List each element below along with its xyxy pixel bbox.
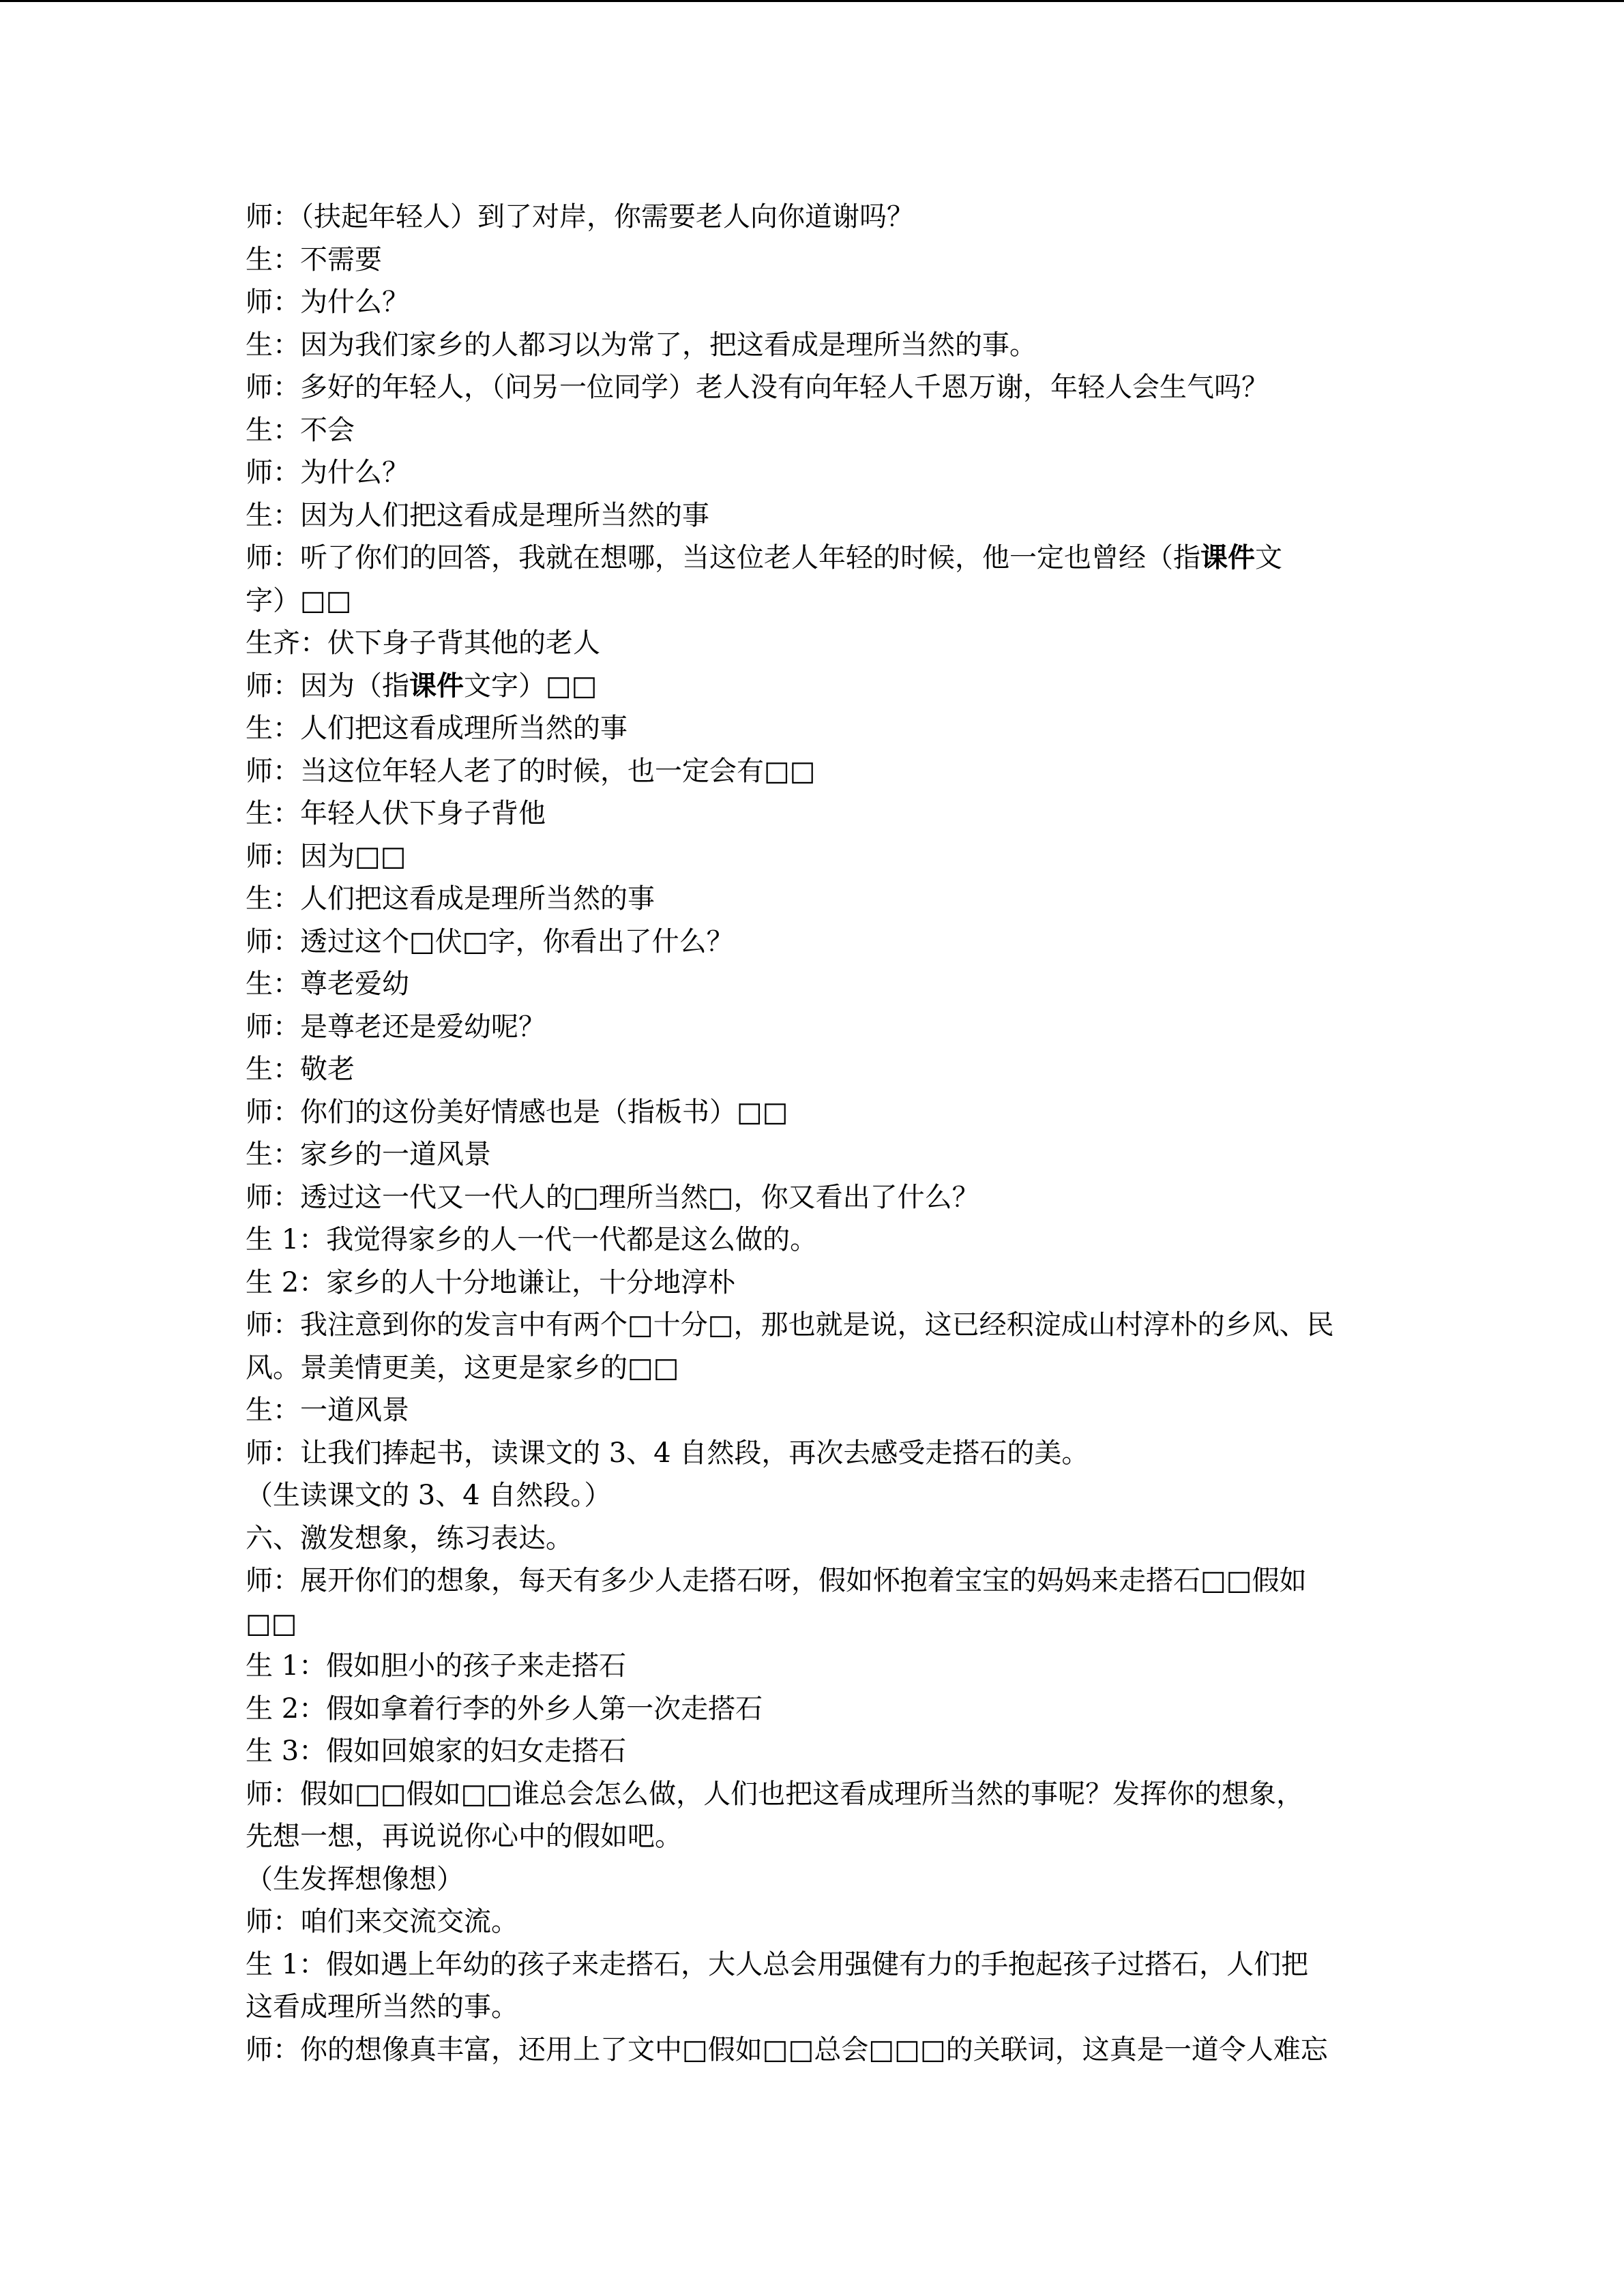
text-line: □□ <box>246 1607 297 1639</box>
text-line: 生 1：我觉得家乡的人一代一代都是这么做的。 <box>246 1224 818 1255</box>
text-line: 师：假如□□假如□□谁总会怎么做，人们也把这看成理所当然的事呢？发挥你的想象， <box>246 1778 1304 1810</box>
text-line: 师：是尊老还是爱幼呢？ <box>246 1011 546 1043</box>
text-line: 师：（扶起年轻人）到了对岸，你需要老人向你道谢吗？ <box>246 201 914 233</box>
text-line: 先想一想，再说说你心中的假如吧。 <box>246 1821 682 1852</box>
text-line: 生：因为人们把这看成是理所当然的事 <box>246 499 709 531</box>
text-line: （生读课文的 3、4 自然段。） <box>246 1480 612 1511</box>
document-body <box>246 196 1364 2071</box>
text-segment: 文字）□□ <box>464 670 597 702</box>
text-line: 师：展开你们的想象，每天有多少人走搭石呀，假如怀抱着宝宝的妈妈来走搭石□□假如 <box>246 1565 1307 1596</box>
text-line: 生 1：假如遇上年幼的孩子来走搭石，大人总会用强健有力的手抱起孩子过搭石，人们把 <box>246 1948 1309 1980</box>
text-line: 生：年轻人伏下身子背他 <box>246 798 546 829</box>
text-line: 生 2：假如拿着行李的外乡人第一次走搭石 <box>246 1693 763 1725</box>
text-line: 师：咱们来交流交流。 <box>246 1906 518 1937</box>
text-line: 生：因为我们家乡的人都习以为常了，把这看成是理所当然的事。 <box>246 329 1037 361</box>
bold-text: 课件 <box>409 669 464 702</box>
text-line: 生 3：假如回娘家的妇女走搭石 <box>246 1735 627 1767</box>
text-line: 生：人们把这看成理所当然的事 <box>246 713 628 744</box>
text-line: 生：一道风景 <box>246 1395 409 1426</box>
text-line <box>246 665 1364 708</box>
text-line: 字）□□ <box>246 584 352 616</box>
text-line: 师：因为□□ <box>246 840 407 872</box>
text-line: 生：尊老爱幼 <box>246 968 409 1000</box>
text-line <box>246 537 1364 580</box>
text-line: 师：你们的这份美好情感也是（指板书）□□ <box>246 1096 788 1128</box>
text-line: 生：不需要 <box>246 243 382 275</box>
text-segment: 师：因为（指 <box>246 670 409 702</box>
text-line: 师：透过这个□伏□字，你看出了什么？ <box>246 925 734 957</box>
text-segment: 文 <box>1255 542 1282 573</box>
text-line: （生发挥想像想） <box>246 1863 464 1895</box>
text-line: 生：不会 <box>246 414 355 446</box>
text-line: 师：当这位年轻人老了的时候，也一定会有□□ <box>246 755 816 787</box>
text-line: 生 1：假如胆小的孩子来走搭石 <box>246 1650 627 1682</box>
text-line: 生：人们把这看成是理所当然的事 <box>246 883 655 914</box>
text-line: 生：家乡的一道风景 <box>246 1139 491 1170</box>
text-line: 师：为什么？ <box>246 457 409 488</box>
text-line: 生：敬老 <box>246 1054 355 1085</box>
text-line: 师：你的想像真丰富，还用上了文中□假如□□总会□□□的关联词，这真是一道令人难忘 <box>246 2033 1328 2066</box>
text-line: 师：为什么？ <box>246 286 409 318</box>
text-line: 师：多好的年轻人，（问另一位同学）老人没有向年轻人千恩万谢，年轻人会生气吗？ <box>246 372 1269 403</box>
text-line: 生 2：家乡的人十分地谦让，十分地淳朴 <box>246 1266 736 1298</box>
text-line: 风。景美情更美，这更是家乡的□□ <box>246 1352 679 1384</box>
text-segment: 师：听了你们的回答，我就在想哪，当这位老人年轻的时候，他一定也曾经（指 <box>246 542 1200 573</box>
text-line: 生齐：伏下身子背其他的老人 <box>246 627 600 659</box>
text-line: 这看成理所当然的事。 <box>246 1991 518 2023</box>
text-line: 师：透过这一代又一代人的□理所当然□，你又看出了什么？ <box>246 1181 979 1213</box>
text-line: 六、激发想象，练习表达。 <box>246 1522 573 1554</box>
text-line: 师：我注意到你的发言中有两个□十分□，那也就是说，这已经积淀成山村淳朴的乡风、民 <box>246 1309 1334 1341</box>
bold-text: 课件 <box>1200 541 1255 573</box>
text-line: 师：让我们捧起书，读课文的 3、4 自然段，再次去感受走搭石的美。 <box>246 1437 1089 1469</box>
